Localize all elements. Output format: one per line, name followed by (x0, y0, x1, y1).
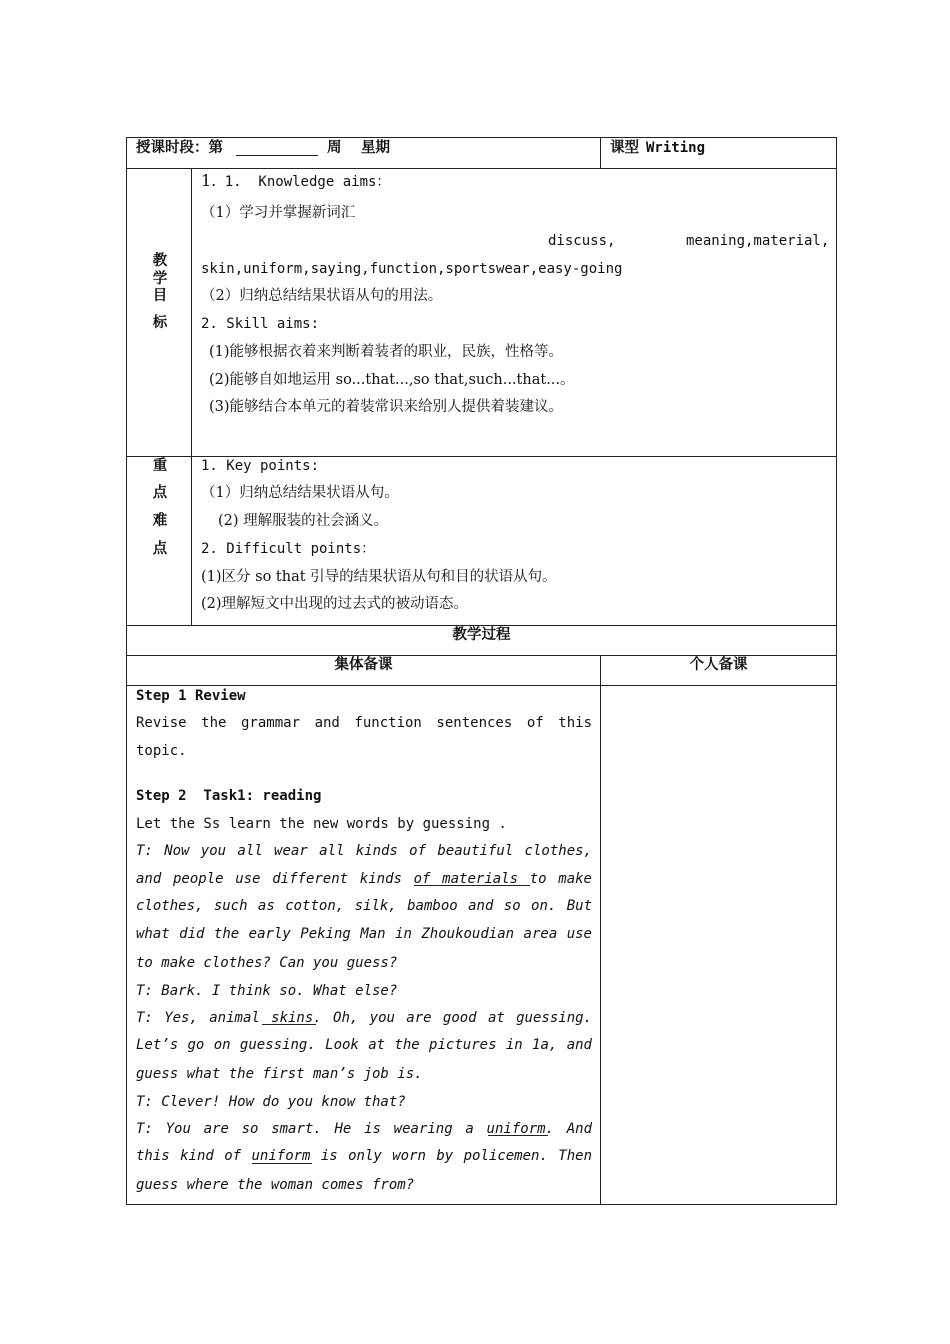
skill-aim-3: (3)能够结合本单元的着装常识来给别人提供着装建议。 (209, 399, 564, 415)
difficult-point-2: (2)理解短文中出现的过去式的被动语态。 (201, 596, 469, 612)
step1-line-1: Revise the grammar and function sentences of this (136, 715, 592, 731)
skill-aims-title: 2. Skill aims: (201, 316, 320, 332)
group-prep-header: 集体备课 (334, 656, 393, 673)
materials-underline (414, 885, 530, 886)
dialogue-line: guess where the woman comes from? (136, 1177, 415, 1193)
keypoints-label-char: 点 (152, 484, 168, 501)
objectives-label-char: 学 (152, 270, 168, 287)
knowledge-aim-2: （2）归纳总结结果状语从句的用法。 (201, 288, 443, 304)
dialogue-line: guess what the first man’s job is. (136, 1066, 423, 1082)
step2-title: Step 2 Task1: reading (136, 788, 322, 804)
vocab-line-1a: discuss, (548, 233, 616, 249)
dialogue-line: to make clothes? Can you guess? (136, 955, 398, 971)
dialogue-line: T: Now you all wear all kinds of beautiful clothes, (136, 843, 592, 859)
step2-intro: Let the Ss learn the new words by guessing . (136, 816, 507, 832)
key-point-1: （1）归纳总结结果状语从句。 (201, 485, 399, 501)
skill-aim-2: (2)能够自如地运用 so...that...,so that,such...that...。 (209, 372, 575, 388)
uniform-underline (488, 1135, 548, 1136)
process-title: 教学过程 (452, 626, 511, 643)
week-blank-underline (236, 155, 318, 156)
dialogue-line: this kind of uniform is only worn by policemen. Then (136, 1148, 592, 1164)
dialogue-line: T: Bark. I think so. What else? (136, 983, 398, 999)
objectives-label-char: 目 (152, 287, 168, 304)
knowledge-aim-1: （1）学习并掌握新词汇 (201, 205, 356, 221)
keypoints-label-char: 难 (152, 512, 168, 529)
week-label: 周 (327, 139, 342, 156)
dialogue-line: T: You are so smart. He is wearing a uniform. And (136, 1121, 592, 1137)
dialogue-line: Let’s go on guessing. Look at the pictures in 1a, and (136, 1037, 592, 1053)
col-divider (600, 137, 601, 168)
difficult-point-1: (1)区分 so that 引导的结果状语从句和目的状语从句。 (201, 569, 557, 585)
table-border-right (836, 137, 837, 1205)
key-points-title: 1. Key points: (201, 458, 320, 474)
period-label: 授课时段：第 (136, 139, 223, 156)
uniform-underline (252, 1163, 312, 1164)
dialogue-line: T: Yes, animal skins. Oh, you are good at guessing. (136, 1010, 592, 1026)
vocab-line-1b: meaning,material, (686, 233, 830, 249)
skins-underline (262, 1024, 316, 1025)
table-border-top (126, 137, 837, 138)
skill-aim-1: (1)能够根据衣着来判断着装者的职业，民族，性格等。 (209, 344, 564, 360)
keypoints-label-char: 点 (152, 540, 168, 557)
dialogue-line: clothes, such as cotton, silk, bamboo and so on. But (136, 898, 592, 914)
objectives-label-char: 教 (152, 252, 168, 269)
table-border-bottom (126, 1204, 837, 1205)
key-point-2: (2) 理解服装的社会涵义。 (218, 513, 389, 529)
type-value: Writing (646, 140, 706, 156)
personal-prep-header: 个人备课 (689, 656, 748, 673)
step1-line-2: topic. (136, 743, 187, 759)
vocab-line-2: skin,uniform,saying,function,sportswear,easy-going (201, 261, 623, 277)
knowledge-aims-title: 1. 1. Knowledge aims： (201, 171, 391, 190)
weekday-label: 星期 (361, 139, 390, 156)
col-divider (191, 168, 192, 625)
col-divider (600, 655, 601, 1205)
keypoints-label-char: 重 (152, 457, 168, 474)
dialogue-line: and people use different kinds of materials to make (136, 871, 592, 887)
step1-title: Step 1 Review (136, 688, 246, 704)
row-divider (126, 168, 837, 169)
objectives-label-char: 标 (152, 314, 168, 331)
dialogue-line: what did the early Peking Man in Zhoukoudian area use (136, 926, 592, 942)
difficult-points-title: 2. Difficult points： (201, 541, 376, 557)
dialogue-line: T: Clever! How do you know that? (136, 1094, 406, 1110)
type-label: 课型 (610, 139, 639, 156)
knowledge-aims-text: 1. Knowledge aims： (224, 174, 391, 190)
